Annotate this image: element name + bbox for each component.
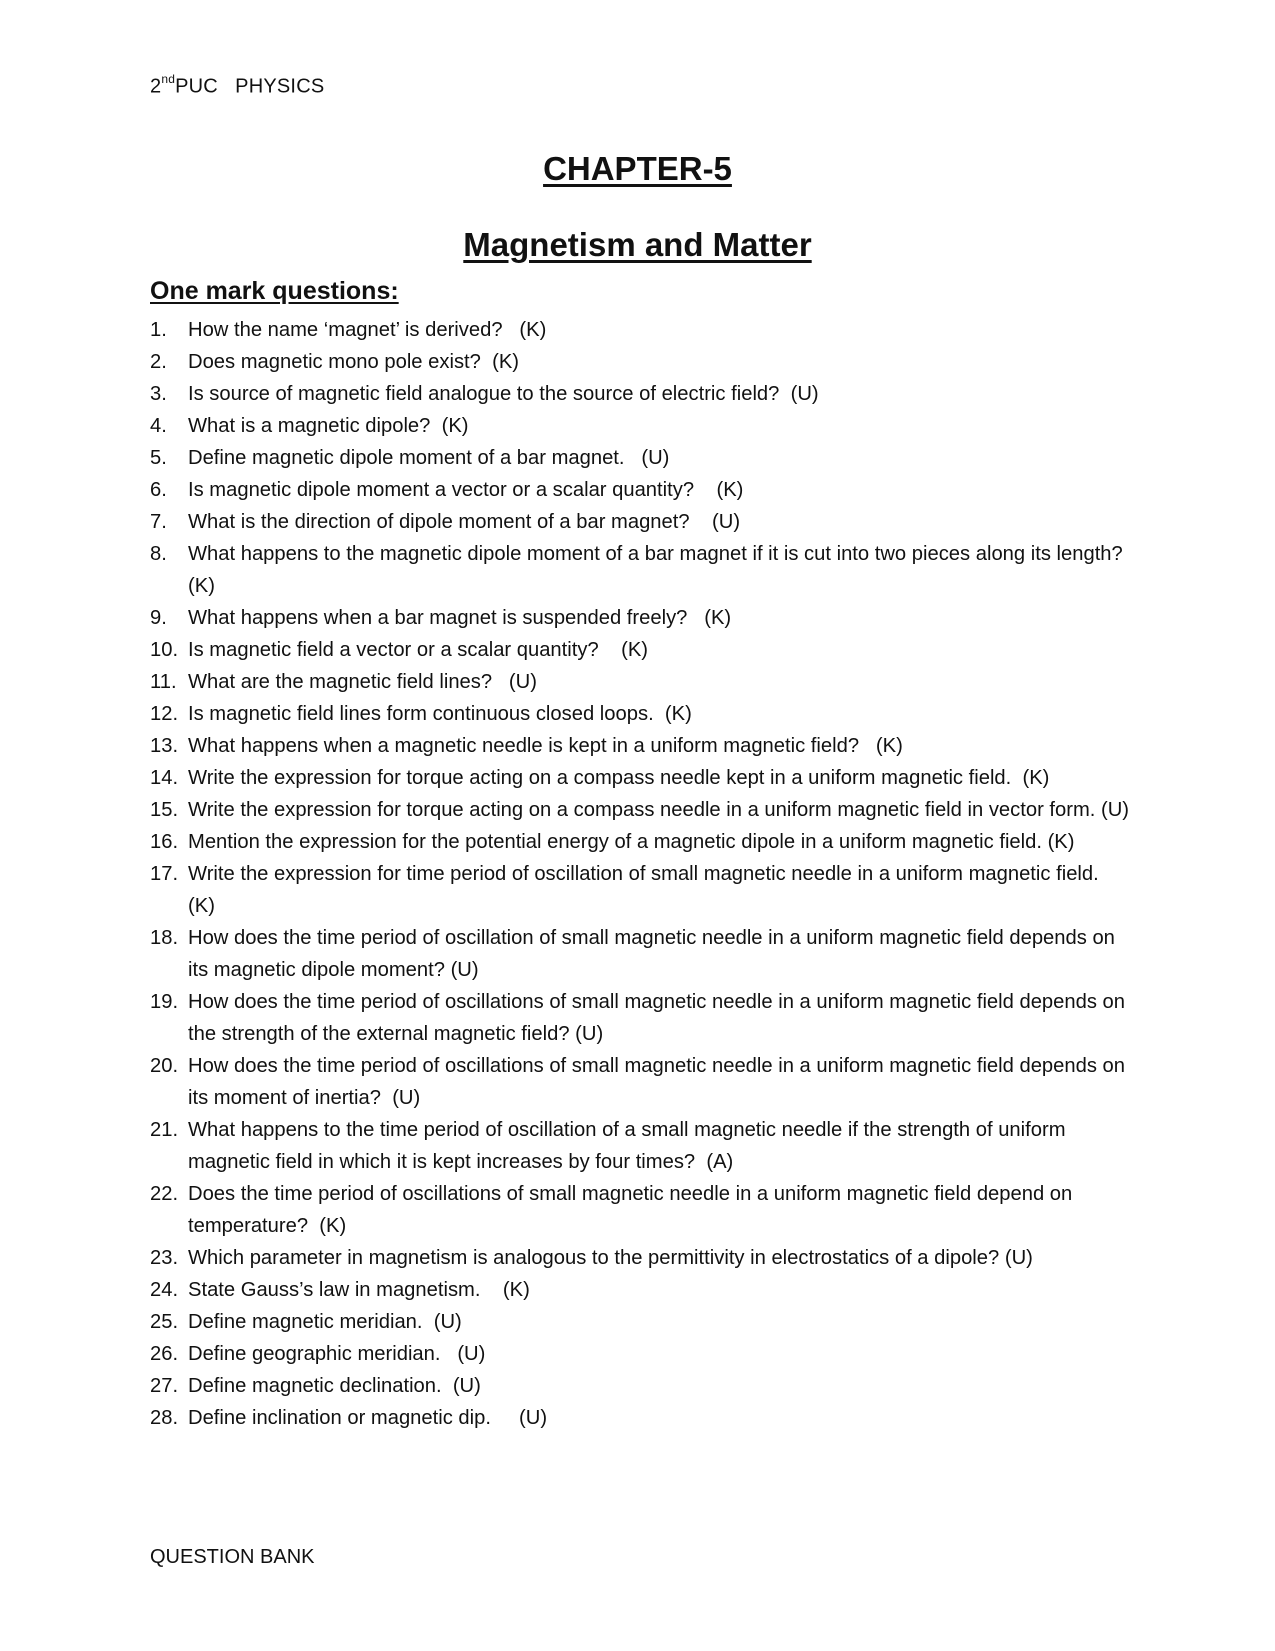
question-number: 3.	[150, 383, 167, 405]
question-number: 9.	[150, 607, 167, 629]
question-number: 27.	[150, 1375, 179, 1397]
header-text: PUC PHYSICS	[175, 75, 325, 98]
question-text: Write the expression for time period of oscillation of small magnetic needle in a uniform magnetic field. (K)	[188, 863, 1105, 917]
page-header	[150, 74, 324, 99]
question-item	[150, 378, 1130, 410]
question-number: 21.	[150, 1119, 179, 1141]
question-text: Write the expression for torque acting on a compass needle kept in a uniform magnetic field. (K)	[188, 767, 1050, 789]
question-item	[150, 794, 1130, 826]
question-list	[150, 314, 1130, 1434]
question-number: 19.	[150, 991, 179, 1013]
question-text: What are the magnetic field lines? (U)	[188, 671, 537, 693]
question-text: Define magnetic meridian. (U)	[188, 1311, 462, 1333]
question-number: 16.	[150, 831, 179, 853]
question-number: 25.	[150, 1311, 179, 1333]
question-text: How does the time period of oscillation of small magnetic needle in a uniform magnetic field depends on its magnetic dipole moment? (U)	[188, 927, 1121, 981]
question-item	[150, 730, 1130, 762]
question-text: Is magnetic dipole moment a vector or a scalar quantity? (K)	[188, 479, 744, 501]
header-ordinal: 2	[150, 75, 162, 98]
question-number: 24.	[150, 1279, 179, 1301]
question-text: Is magnetic field a vector or a scalar quantity? (K)	[188, 639, 649, 661]
header-superscript: nd	[161, 72, 176, 86]
question-number: 2.	[150, 351, 167, 373]
question-item	[150, 1050, 1130, 1114]
question-text: Does the time period of oscillations of small magnetic needle in a uniform magnetic field depend on temperature? (K)	[188, 1183, 1078, 1237]
question-item	[150, 346, 1130, 378]
question-item	[150, 314, 1130, 346]
question-text: Mention the expression for the potential energy of a magnetic dipole in a uniform magnetic field. (K)	[188, 831, 1075, 853]
question-item	[150, 602, 1130, 634]
question-text: Is source of magnetic field analogue to the source of electric field? (U)	[188, 383, 819, 405]
question-text: Define inclination or magnetic dip. (U)	[188, 1407, 548, 1429]
question-item	[150, 1178, 1130, 1242]
page-footer: QUESTION BANK	[150, 1546, 315, 1568]
question-text: Is magnetic field lines form continuous closed loops. (K)	[188, 703, 692, 725]
question-text: State Gauss’s law in magnetism. (K)	[188, 1279, 530, 1301]
question-text: What happens to the time period of oscillation of a small magnetic needle if the strength of uniform magnetic field in which it is kept increases by four times? (A)	[188, 1119, 1072, 1173]
question-text: How does the time period of oscillations of small magnetic needle in a uniform magnetic field depends on the strength of the external magnetic field? (U)	[188, 991, 1131, 1045]
question-item	[150, 1402, 1130, 1434]
question-text: How the name ‘magnet’ is derived? (K)	[188, 319, 547, 341]
question-text: How does the time period of oscillations of small magnetic needle in a uniform magnetic field depends on its moment of inertia? (U)	[188, 1055, 1131, 1109]
question-text: What happens to the magnetic dipole moment of a bar magnet if it is cut into two pieces along its length? (K)	[188, 543, 1129, 597]
question-item	[150, 922, 1130, 986]
question-number: 8.	[150, 543, 167, 565]
question-text: What is the direction of dipole moment of a bar magnet? (U)	[188, 511, 741, 533]
question-item	[150, 410, 1130, 442]
question-number: 28.	[150, 1407, 179, 1429]
question-text: What happens when a magnetic needle is kept in a uniform magnetic field? (K)	[188, 735, 903, 757]
question-number: 4.	[150, 415, 167, 437]
question-number: 20.	[150, 1055, 179, 1077]
question-item	[150, 1306, 1130, 1338]
question-number: 6.	[150, 479, 167, 501]
question-number: 17.	[150, 863, 179, 885]
question-item	[150, 1338, 1130, 1370]
question-item	[150, 666, 1130, 698]
question-item	[150, 506, 1130, 538]
question-item	[150, 634, 1130, 666]
question-number: 15.	[150, 799, 179, 821]
question-item	[150, 986, 1130, 1050]
question-number: 22.	[150, 1183, 179, 1205]
question-item	[150, 762, 1130, 794]
chapter-heading: CHAPTER-5	[543, 150, 732, 187]
question-number: 1.	[150, 319, 167, 341]
question-item	[150, 1274, 1130, 1306]
question-number: 18.	[150, 927, 179, 949]
question-item	[150, 474, 1130, 506]
question-text: Which parameter in magnetism is analogous to the permittivity in electrostatics of a dipole? (U)	[188, 1247, 1033, 1269]
question-number: 12.	[150, 703, 179, 725]
question-item	[150, 1242, 1130, 1274]
question-text: What is a magnetic dipole? (K)	[188, 415, 469, 437]
chapter-title: Magnetism and Matter	[463, 226, 812, 263]
question-item	[150, 1370, 1130, 1402]
question-number: 11.	[150, 671, 177, 693]
question-item	[150, 538, 1130, 602]
question-text: Does magnetic mono pole exist? (K)	[188, 351, 520, 373]
question-item	[150, 826, 1130, 858]
section-heading: One mark questions:	[150, 277, 399, 305]
question-item	[150, 1114, 1130, 1178]
question-text: Define magnetic declination. (U)	[188, 1375, 481, 1397]
question-item	[150, 442, 1130, 474]
question-text: Write the expression for torque acting on a compass needle in a uniform magnetic field in vector form. (U)	[188, 799, 1130, 821]
question-number: 7.	[150, 511, 167, 533]
question-number: 13.	[150, 735, 179, 757]
question-number: 26.	[150, 1343, 179, 1365]
question-number: 5.	[150, 447, 167, 469]
question-text: What happens when a bar magnet is suspended freely? (K)	[188, 607, 732, 629]
question-item	[150, 858, 1130, 922]
question-text: Define magnetic dipole moment of a bar magnet. (U)	[188, 447, 670, 469]
question-number: 14.	[150, 767, 179, 789]
question-item	[150, 698, 1130, 730]
question-text: Define geographic meridian. (U)	[188, 1343, 486, 1365]
question-number: 23.	[150, 1247, 179, 1269]
question-number: 10.	[150, 639, 179, 661]
